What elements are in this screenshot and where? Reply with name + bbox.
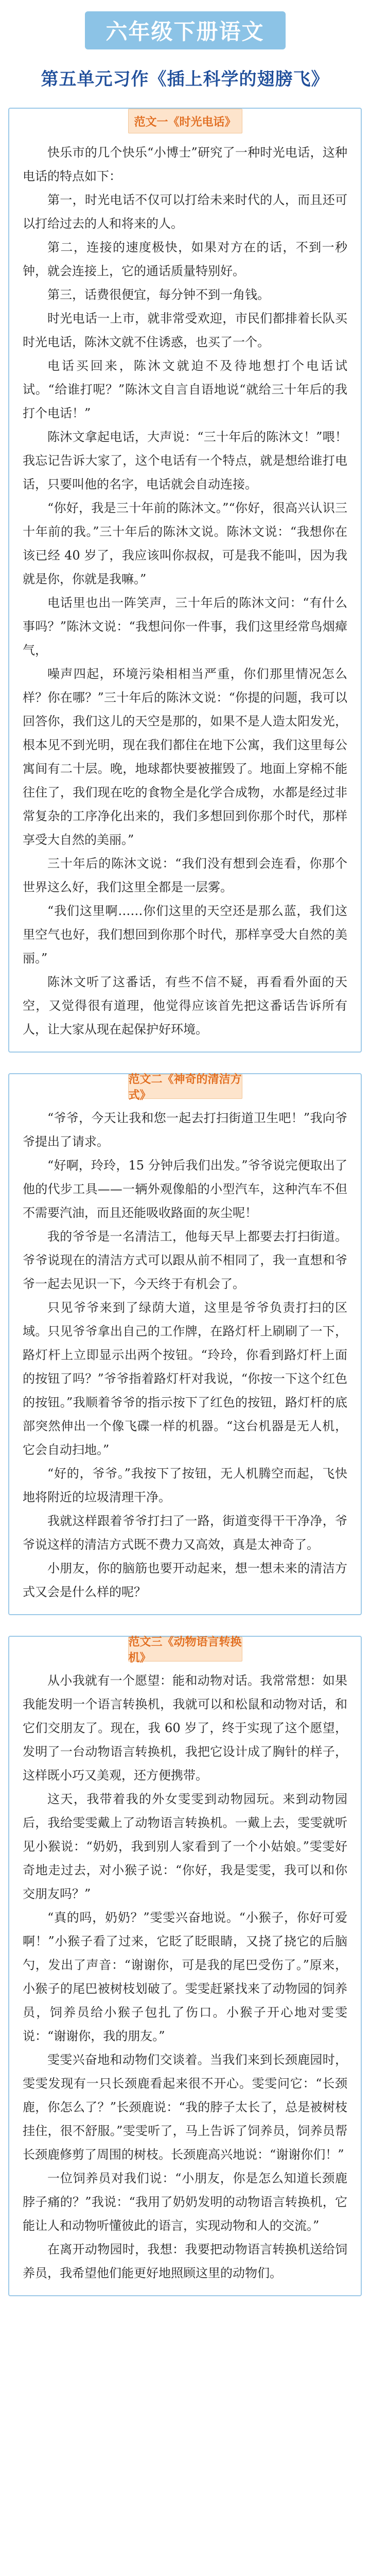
essay-2-paragraph: 我的爷爷是一名清洁工，他每天早上都要去打扫街道。爷爷说现在的清洁方式可以跟从前不相同了，我一直想和爷爷一起去见识一下，今天终于有机会了。 <box>23 1229 347 1291</box>
essay-2-paragraph: 我就这样跟着爷爷打扫了一路，街道变得干干净净，爷爷说这样的清洁方式既不费力又高效，真是太神奇了。 <box>23 1514 347 1552</box>
essay-1-paragraph: “我们这里啊……你们这里的天空还是那么蓝，我们这里空气也好，我们想回到你那个时代，那样享受大自然的美丽。” <box>23 904 347 965</box>
essay-2-paragraph: 只见爷爷来到了绿荫大道，这里是爷爷负责打扫的区域。只见爷爷拿出自己的工作牌，在路灯杆上刷刷了一下，路灯杆上立即显示出两个按钮。“玲玲，你看到路灯杆上面的按钮了吗？”爷爷指着路灯杆对我说，“你按一下这个红色的按钮。”我顺着爷爷的指示按下了红色的按钮，路灯杆的底部突然伸出一个像飞碟一样的机器。“这台机器是无人机，它会自动扫地。” <box>23 1300 347 1457</box>
essay-2-paragraph: “好的，爷爷。”我按下了按钮，无人机腾空而起，飞快地将附近的垃圾清理干净。 <box>23 1466 347 1504</box>
essay-1-paragraph: 时光电话一上市，就非常受欢迎，市民们都排着长队买时光电话，陈沐文就不住诱惑，也买了一个。 <box>23 311 347 349</box>
essay-1-paragraph: 陈沐文听了这番话，有些不信不疑，再看看外面的天空，又觉得很有道理，他觉得应该首先把这番话告诉所有人，让大家从现在起保护好环境。 <box>23 975 347 1037</box>
essay-card-3 <box>8 1636 362 2296</box>
essay-1-paragraph: 电话买回来，陈沐文就迫不及待地想打个电话试试。“给谁打呢？”陈沐文自言自语地说“就给三十年后的我打个电话！” <box>23 359 347 420</box>
essay-1-paragraph: 第一，时光电话不仅可以打给未来时代的人，而且还可以打给过去的人和将来的人。 <box>23 193 347 231</box>
essay-1-paragraph: 电话里也出一阵笑声，三十年后的陈沐文问：“有什么事吗？”陈沐文说：“我想问你一件事，我们这里经常鸟烟瘴气， <box>23 596 347 657</box>
essay-1-paragraph: 快乐市的几个快乐“小博士”研究了一种时光电话，这种电话的特点如下： <box>23 145 347 183</box>
essay-label-3: 范文三《动物语言转换机》 <box>128 1635 242 1665</box>
essay-2-paragraph: 小朋友，你的脑筋也要开动起来，想一想未来的清洁方式又会是什么样的呢？ <box>23 1561 347 1599</box>
essay-3-paragraph: 这天，我带着我的外女雯雯到动物园玩。来到动物园后，我给雯雯戴上了动物语言转换机。一戴上去，雯雯就听见小猴说：“奶奶，我到别人家看到了一个小姑娘。”雯雯好奇地走过去，对小猴子说：“你好，我是雯雯，我可以和你交朋友吗？” <box>23 1792 347 1901</box>
essay-3-paragraph: 从小我就有一个愿望：能和动物对话。我常常想：如果我能发明一个语言转换机，我就可以和松鼠和动物对话，和它们交朋友了。现在，我 60 岁了，终于实现了这个愿望，发明了一台动物语言转换机，我把它设计成了胸针的样子，这样既小巧又美观，还方便携带。 <box>23 1673 347 1783</box>
essay-3-paragraph: 在离开动物园时，我想：我要把动物语言转换机送给饲养员，我希望他们能更好地照顾这里的动物们。 <box>23 2242 347 2280</box>
essay-card-2 <box>8 1073 362 1615</box>
essay-label-1: 范文一《时光电话》 <box>128 109 242 133</box>
essay-label-2: 范文二《神奇的清洁方式》 <box>128 1073 242 1102</box>
essay-3-paragraph: 雯雯兴奋地和动物们交谈着。当我们来到长颈鹿园时，雯雯发现有一只长颈鹿看起来很不开心。雯雯问它：“长颈鹿，你怎么了？”长颈鹿说：“我的脖子太长了，总是被树枝挂住，很不舒服。”雯雯听了，马上告诉了饲养员，饲养员帮长颈鹿修剪了周围的树枝。长颈鹿高兴地说：“谢谢你们！” <box>23 2053 347 2162</box>
essay-2-paragraph: “好啊，玲玲，15 分钟后我们出发。”爷爷说完便取出了他的代步工具——一辆外观像船的小型汽车，这种汽车不但不需要汽油，而且还能吸收路面的灰尘呢！ <box>23 1158 347 1220</box>
essay-1-paragraph: 第三，话费很便宜，每分钟不到一角钱。 <box>47 287 270 302</box>
page-title: 六年级下册语文 <box>105 19 265 44</box>
essay-1-paragraph: 陈沐文拿起电话，大声说：“三十年后的陈沐文！”喂！我忘记告诉大家了，这个电话有一个特点，就是想给谁打电话，只要叫他的名字，电话就会自动连接。 <box>23 430 347 492</box>
essay-1-paragraph: 第二，连接的速度极快，如果对方在的话，不到一秒钟，就会连接上，它的通话质量特别好。 <box>23 240 347 278</box>
essay-3-paragraph: “真的吗，奶奶？”雯雯兴奋地说。“小猴子，你好可爱啊！”小猴子看了过来，它眨了眨眼睛，又挠了挠它的后脑勺，发出了声音：“谢谢你，可是我的尾巴受伤了。”原来，小猴子的尾巴被树枝划破了。雯雯赶紧找来了动物园的饲养员，饲养员给小猴子包扎了伤口。小猴子开心地对雯雯说：“谢谢你，我的朋友。” <box>23 1910 347 2043</box>
essay-1-paragraph: “你好，我是三十年前的陈沐文。”“你好，很高兴认识三十年前的我。”三十年后的陈沐文说。陈沐文说：“我想你在该已经 40 岁了，我应该叫你叔叔，可是我不能叫，因为我就是你，你就是我嘛。” <box>23 501 347 586</box>
essay-card-1 <box>8 108 362 1053</box>
essay-2-paragraph: “爷爷，今天让我和您一起去打扫街道卫生吧！”我向爷爷提出了请求。 <box>23 1111 347 1149</box>
essay-1-paragraph: 噪声四起，环境污染相相当严重，你们那里情况怎么样？你在哪？”三十年后的陈沐文说：“你提的问题，我可以回答你，我们这儿的天空是那的，如果不是人造太阳发光，根本见不到光明，现在我们都住在地下公寓，我们这里每公寓间有二十层。晚，地球都快要被摧毁了。地面上穿棉不能往住了，我们现在吃的食物全是化学合成物，水都是经过非常复杂的工序净化出来的，我们多想回到你那个时代，那样享受大自然的美丽。” <box>23 667 347 847</box>
page-title-banner <box>85 11 286 49</box>
page-subtitle: 第五单元习作《插上科学的翅膀飞》 <box>41 69 329 90</box>
essay-1-paragraph: 三十年后的陈沐文说：“我们没有想到会连看，你那个世界这么好，我们这里全都是一层雾。 <box>23 856 347 894</box>
essay-3-paragraph: 一位饲养员对我们说：“小朋友，你是怎么知道长颈鹿脖子痛的？”我说：“我用了奶奶发明的动物语言转换机，它能让人和动物听懂彼此的语言，实现动物和人的交流。” <box>23 2171 347 2233</box>
page <box>0 11 370 2576</box>
